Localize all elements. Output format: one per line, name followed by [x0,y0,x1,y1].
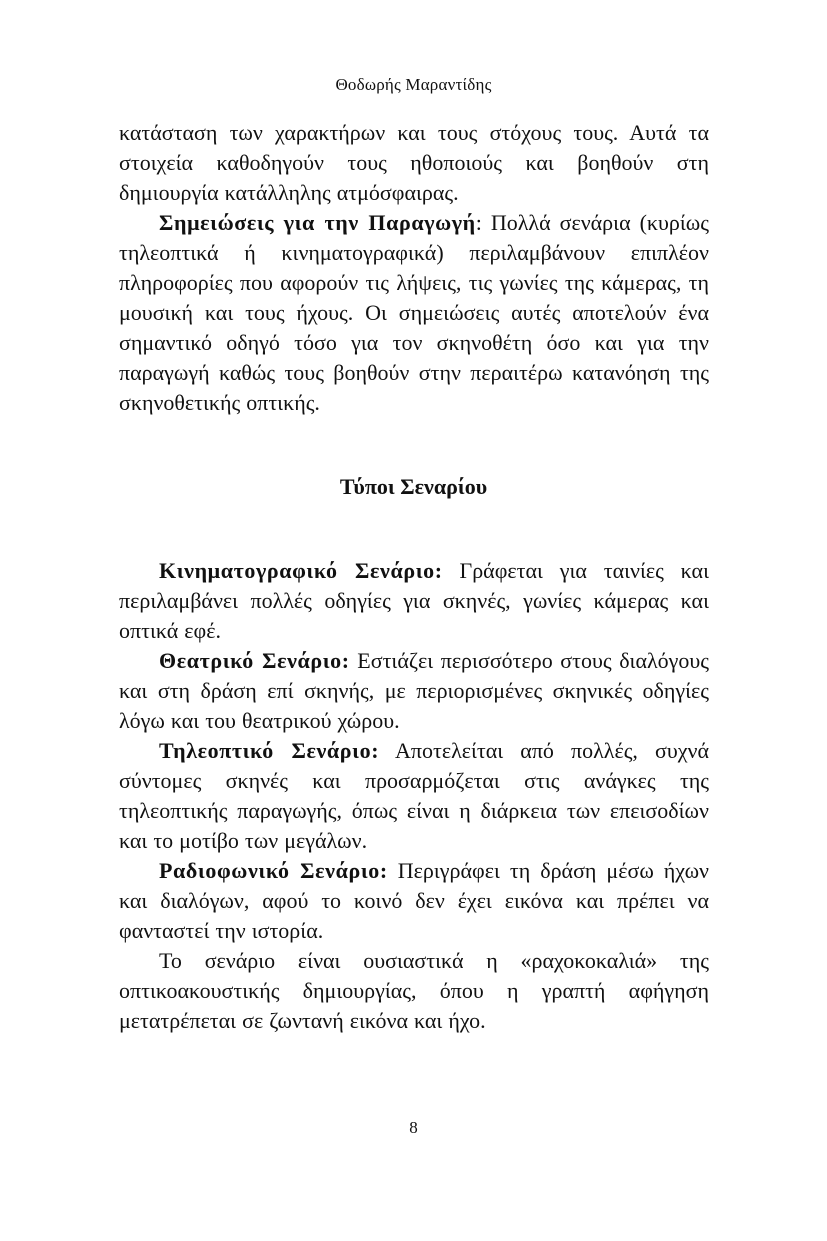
script-type-paragraph [119,856,709,946]
script-type-term: Ραδιοφωνικό Σενάριο: [159,858,388,883]
script-types-section [119,556,709,1036]
production-notes-term: Σημειώσεις για την Παραγωγή [159,210,476,235]
production-notes-paragraph [119,208,709,418]
continuation-paragraph: κατάσταση των χαρακτήρων και τους στόχους τους. Αυτά τα στοιχεία καθοδηγούν τους ηθοποιούς και βοηθούν στη δημιουργία κατάλληλης ατμόσφαιρας. [119,120,709,205]
script-type-text: Γράφεται για ταινίες και περιλαμβάνει πολλές οδηγίες για σκηνές, γωνίες κάμερας και οπτικά εφέ. [119,558,709,643]
closing-paragraph: Το σενάριο είναι ουσιαστικά η «ραχοκοκαλιά» της οπτικοακουστικής δημιουργίας, όπου η γραπτή αφήγηση μετατρέπεται σε ζωντανή εικόνα και ήχο. [119,948,709,1033]
section-heading: Τύποι Σεναρίου [339,474,488,499]
script-type-paragraph [119,556,709,646]
script-type-text: Περιγράφει τη δράση μέσω ήχων και διαλόγων, αφού το κοινό δεν έχει εικόνα και πρέπει να φανταστεί την ιστορία. [119,858,709,943]
script-type-text: Αποτελείται από πολλές, συχνά σύντομες σκηνές και προσαρμόζεται στις ανάγκες της τηλεοπτικής παραγωγής, όπως είναι η διάρκεια των επεισοδίων και το μοτίβο των μεγάλων. [119,738,709,853]
top-section [119,118,709,418]
script-type-paragraph [119,736,709,856]
script-type-text: Εστιάζει περισσότερο στους διαλόγους και στη δράση επί σκηνής, με περιορισμένες σκηνικές οδηγίες λόγω και του θεατρικού χώρου. [119,648,709,733]
production-notes-text: : Πολλά σενάρια (κυρίως τηλεοπτικά ή κινηματογραφικά) περιλαμβάνουν επιπλέον πληροφορίες που αφορούν τις λήψεις, τις γωνίες της κάμερας, τη μουσική και τους ήχους. Οι σημειώσεις αυτές αποτελούν ένα σημαντικό οδηγό τόσο για τον σκηνοθέτη όσο και για την παραγωγή καθώς τους βοηθούν στην περαιτέρω κατανόηση της σκηνοθετικής οπτικής. [119,210,710,415]
running-header: Θοδωρής Μαραντίδης [335,75,492,94]
script-type-paragraph [119,646,709,736]
script-type-term: Κινηματογραφικό Σενάριο: [159,558,443,583]
script-type-term: Τηλεοπτικό Σενάριο: [159,738,380,763]
script-type-term: Θεατρικό Σενάριο: [159,648,350,673]
page-number: 8 [409,1118,418,1137]
